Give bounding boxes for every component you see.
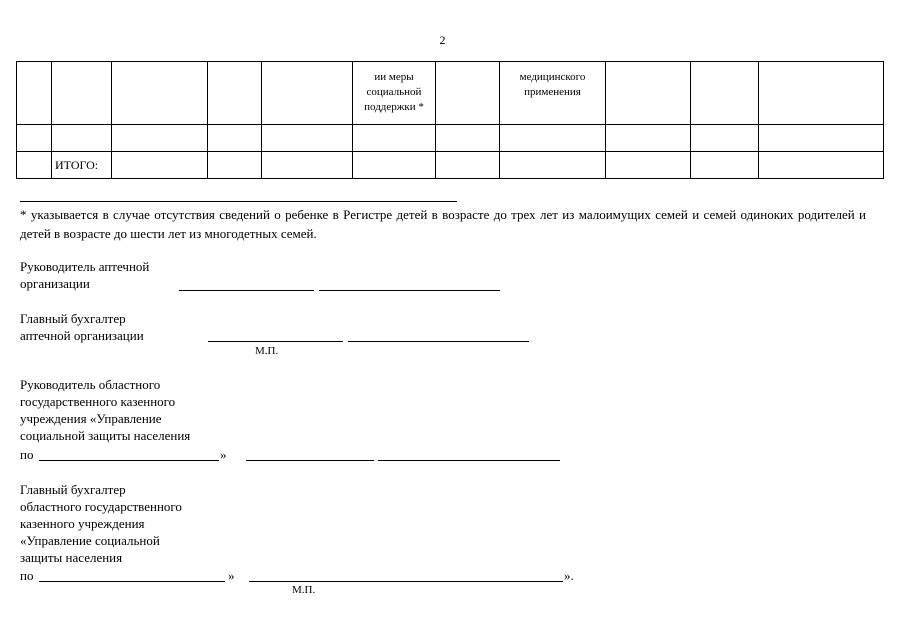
table-cell[interactable] [262,152,353,179]
table-cell[interactable] [52,125,112,152]
table-cell [208,62,262,125]
signature-line[interactable] [179,290,314,291]
table-cell[interactable] [606,125,691,152]
table-cell[interactable] [436,152,500,179]
regional-head-po-label: по [20,447,34,462]
table-cell [52,62,112,125]
pharmacy-accountant-label: Главный бухгалтер аптечной организации [20,311,144,343]
table-cell [17,62,52,125]
table-cell[interactable] [112,152,208,179]
report-table [16,61,884,179]
column-header-social-support: ии меры социальной поддержки * [353,62,436,125]
signature-line[interactable] [208,341,343,342]
table-cell[interactable] [262,125,353,152]
stamp-placeholder: М.П. [292,584,316,596]
table-cell [262,62,353,125]
table-header-row [17,62,884,125]
name-line[interactable] [348,341,529,342]
regional-head-label: Руководитель областного государственного казенного учреждения «Управление социальной защиты населения [20,377,191,443]
table-cell[interactable] [759,152,884,179]
footnote-divider [20,201,457,202]
signature-line[interactable] [249,581,563,582]
closing-quote: » [220,447,227,462]
regional-accountant-label: Главный бухгалтер областного государственного казенного учреждения «Управление социальной защиты населения [20,482,182,565]
pharmacy-head-label: Руководитель аптечной организации [20,259,150,291]
closing-quote: » [228,568,235,583]
footnote-text: * указывается в случае отсутствия сведений о ребенке в Регистре детей в возрасте до трех лет из малоимущих семей и семей одиноких родителей и детей в возрасте до шести лет из многодетных семей. [20,207,866,241]
table-cell [759,62,884,125]
page-number: 2 [439,33,446,47]
district-line[interactable] [39,581,225,582]
column-header-medical: медицинского применения [500,62,606,125]
table-cell[interactable] [353,152,436,179]
table-cell[interactable] [208,125,262,152]
table-cell[interactable] [500,152,606,179]
table-cell[interactable] [436,125,500,152]
table-cell[interactable] [353,125,436,152]
table-cell[interactable] [17,125,52,152]
table-cell [691,62,759,125]
table-cell[interactable] [759,125,884,152]
name-line[interactable] [319,290,500,291]
name-line[interactable] [378,460,560,461]
table-cell[interactable] [112,125,208,152]
table-row [17,125,884,152]
district-line[interactable] [39,460,219,461]
table-cell[interactable] [17,152,52,179]
table-cell[interactable] [691,152,759,179]
table-cell [606,62,691,125]
total-label: ИТОГО: [52,152,112,179]
signature-line[interactable] [246,460,374,461]
closing-quote-end: ». [564,568,574,583]
table-cell [436,62,500,125]
stamp-placeholder: М.П. [255,345,279,357]
table-cell[interactable] [208,152,262,179]
table-cell [112,62,208,125]
regional-accountant-po-label: по [20,568,34,583]
table-cell[interactable] [500,125,606,152]
table-total-row [17,152,884,179]
table-cell[interactable] [606,152,691,179]
table-cell[interactable] [691,125,759,152]
